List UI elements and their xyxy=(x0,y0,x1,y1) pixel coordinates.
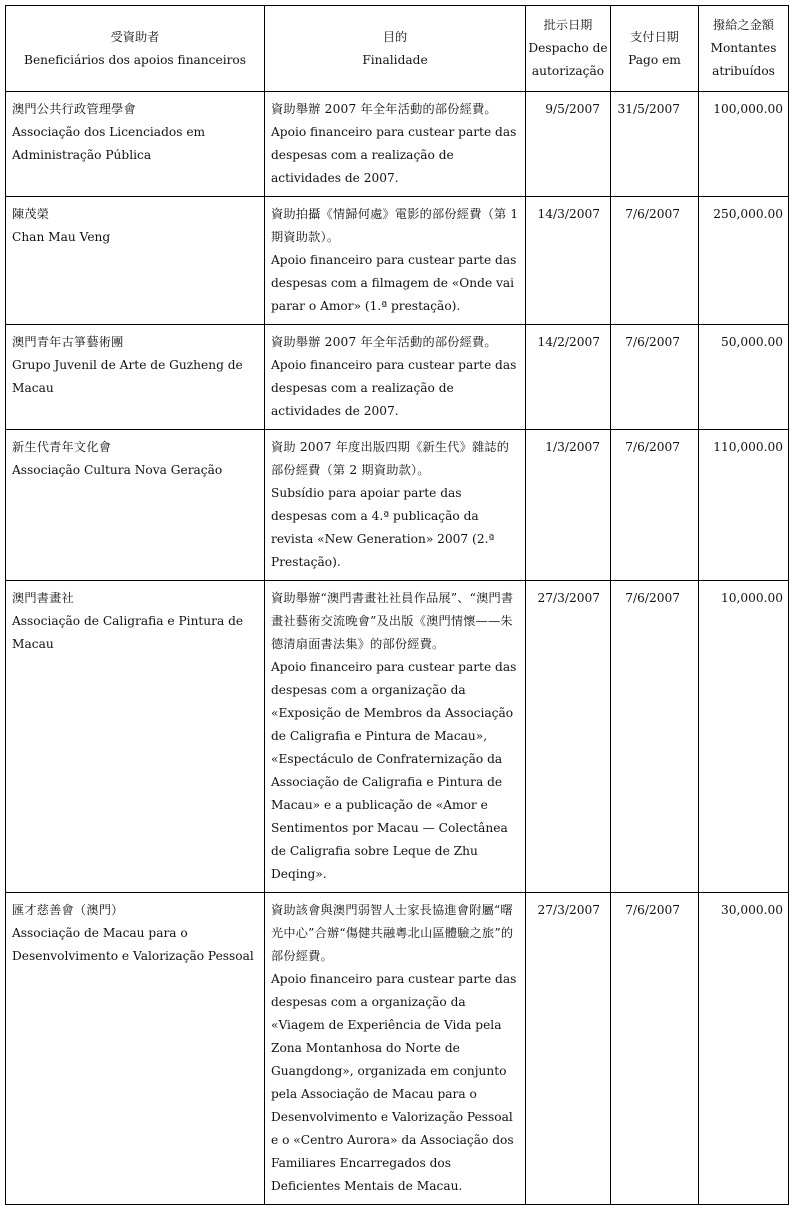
pago-date: 7/6/2007 xyxy=(625,591,680,605)
beneficiary-zh: 澳門公共行政管理學會 xyxy=(12,102,136,116)
header-pago-pt: Pago em xyxy=(628,52,681,67)
cell-despacho xyxy=(526,197,611,325)
montante-value: 30,000.00 xyxy=(720,903,783,917)
cell-purpose xyxy=(265,581,526,893)
beneficiary-pt: Grupo Juvenil de Arte de Guzheng de Macau xyxy=(12,358,243,395)
purpose-zh: 資助舉辦 2007 年全年活動的部份經費。 xyxy=(271,102,497,116)
header-pago xyxy=(611,6,699,92)
purpose-pt: Apoio financeiro para custear parte das despesas com a realização de actividades de 2007. xyxy=(271,125,517,185)
cell-purpose xyxy=(265,92,526,197)
beneficiary-zh: 新生代青年文化會 xyxy=(12,440,112,454)
despacho-date: 14/3/2007 xyxy=(537,207,600,221)
header-beneficiary-pt: Beneficiários dos apoios financeiros xyxy=(23,52,247,67)
cell-beneficiary xyxy=(6,430,265,581)
purpose-zh: 資助 2007 年度出版四期《新生代》雜誌的部份經費（第 2 期資助款）。 xyxy=(271,440,510,477)
despacho-date: 14/2/2007 xyxy=(537,335,600,349)
cell-purpose xyxy=(265,430,526,581)
beneficiary-pt: Chan Mau Veng xyxy=(12,230,111,244)
table-row xyxy=(6,92,789,197)
purpose-zh: 資助拍攝《情歸何處》電影的部份經費（第 1 期資助款）。 xyxy=(271,207,519,244)
beneficiary-zh: 陳茂榮 xyxy=(12,207,50,221)
cell-despacho xyxy=(526,92,611,197)
cell-pago xyxy=(611,92,699,197)
pago-date: 7/6/2007 xyxy=(625,335,680,349)
cell-despacho xyxy=(526,893,611,1205)
header-purpose-pt: Finalidade xyxy=(362,52,428,67)
header-beneficiary xyxy=(6,6,265,92)
cell-purpose xyxy=(265,197,526,325)
table-row xyxy=(6,893,789,1205)
header-pago-zh: 支付日期 xyxy=(630,29,679,44)
montante-value: 100,000.00 xyxy=(713,102,783,116)
cell-beneficiary xyxy=(6,92,265,197)
cell-beneficiary xyxy=(6,581,265,893)
header-beneficiary-zh: 受資助者 xyxy=(110,29,160,44)
cell-purpose xyxy=(265,325,526,430)
cell-montante xyxy=(699,197,789,325)
header-montante-pt-2: atribuídos xyxy=(712,64,775,78)
beneficiary-zh: 澳門青年古箏藝術團 xyxy=(12,335,124,349)
purpose-zh: 資助舉辦“澳門書畫社社員作品展”、“澳門書畫社藝術交流晚會”及出版《澳門情懷——朱德清扇面書法集》的部份經費。 xyxy=(271,591,514,651)
cell-beneficiary xyxy=(6,197,265,325)
beneficiary-pt: Associação de Macau para o Desenvolvimento e Valorização Pessoal xyxy=(12,926,254,963)
cell-pago xyxy=(611,197,699,325)
cell-pago xyxy=(611,893,699,1205)
cell-pago xyxy=(611,430,699,581)
despacho-date: 27/3/2007 xyxy=(537,591,600,605)
purpose-zh: 資助舉辦 2007 年全年活動的部份經費。 xyxy=(271,335,497,349)
pago-date: 31/5/2007 xyxy=(617,102,680,116)
cell-pago xyxy=(611,581,699,893)
montante-value: 110,000.00 xyxy=(713,440,783,454)
purpose-pt: Subsídio para apoiar parte das despesas com a 4.ª publicação da revista «New Generation» 2007 (2.ª Prestação). xyxy=(271,486,495,569)
cell-montante xyxy=(699,893,789,1205)
cell-purpose xyxy=(265,893,526,1205)
header-montante-pt-1: Montantes xyxy=(710,41,777,55)
cell-montante xyxy=(699,92,789,197)
purpose-zh: 資助該會與澳門弱智人士家長協進會附屬“曙光中心”合辦“傷健共融粵北山區體驗之旅”的部份經費。 xyxy=(271,903,514,963)
header-despacho-zh: 批示日期 xyxy=(543,18,593,32)
beneficiary-pt: Associação de Caligrafia e Pintura de Macau xyxy=(12,614,244,651)
beneficiary-pt: Associação Cultura Nova Geração xyxy=(12,463,223,477)
cell-beneficiary xyxy=(6,893,265,1205)
header-purpose xyxy=(265,6,526,92)
cell-montante xyxy=(699,581,789,893)
purpose-pt: Apoio financeiro para custear parte das despesas com a realização de actividades de 2007. xyxy=(271,358,517,418)
table-row xyxy=(6,197,789,325)
cell-despacho xyxy=(526,325,611,430)
header-despacho-pt-1: Despacho de xyxy=(528,41,608,55)
header-montante xyxy=(699,6,789,92)
purpose-pt: Apoio financeiro para custear parte das despesas com a organização da «Viagem de Experiência de Vida pela Zona Montanhosa do Norte de Guangdong», organizada em conjunto pela Associação de Macau para o Desenvolvimento e Valorização Pessoal e o «Centro Aurora» da Associação dos Familiares Encarregados dos Deficientes Mentais de Macau. xyxy=(271,972,517,1193)
montante-value: 250,000.00 xyxy=(713,207,783,221)
table-row xyxy=(6,581,789,893)
pago-date: 7/6/2007 xyxy=(625,207,680,221)
cell-pago xyxy=(611,325,699,430)
table-header-row xyxy=(6,6,789,92)
montante-value: 50,000.00 xyxy=(720,335,783,349)
pago-date: 7/6/2007 xyxy=(625,440,680,454)
purpose-pt: Apoio financeiro para custear parte das despesas com a filmagem de «Onde vai parar o Amor» (1.ª prestação). xyxy=(271,253,517,313)
header-despacho-pt-2: autorização xyxy=(531,64,605,78)
cell-despacho xyxy=(526,581,611,893)
beneficiary-pt: Associação dos Licenciados em Administração Pública xyxy=(12,125,206,162)
table-row xyxy=(6,430,789,581)
despacho-date: 27/3/2007 xyxy=(537,903,600,917)
beneficiary-zh: 澳門書畫社 xyxy=(12,591,74,605)
header-purpose-zh: 目的 xyxy=(382,29,408,44)
cell-beneficiary xyxy=(6,325,265,430)
beneficiary-zh: 匯才慈善會（澳門） xyxy=(12,903,124,917)
cell-despacho xyxy=(526,430,611,581)
cell-montante xyxy=(699,430,789,581)
despacho-date: 1/3/2007 xyxy=(545,440,600,454)
cell-montante xyxy=(699,325,789,430)
table-row xyxy=(6,325,789,430)
header-montante-zh: 撥給之金額 xyxy=(713,18,774,32)
montante-value: 10,000.00 xyxy=(720,591,783,605)
purpose-pt: Apoio financeiro para custear parte das despesas com a organização da «Exposição de Membros da Associação de Caligrafia e Pintura de Macau», «Espectáculo de Confraternização da Associação de Caligrafia e Pintura de Macau» e a publicação de «Amor e Sentimentos por Macau — Colectânea de Caligrafia sobre Leque de Zhu Deqing». xyxy=(271,660,517,881)
pago-date: 7/6/2007 xyxy=(625,903,680,917)
header-despacho xyxy=(526,6,611,92)
grants-table xyxy=(5,5,789,1205)
despacho-date: 9/5/2007 xyxy=(545,102,600,116)
